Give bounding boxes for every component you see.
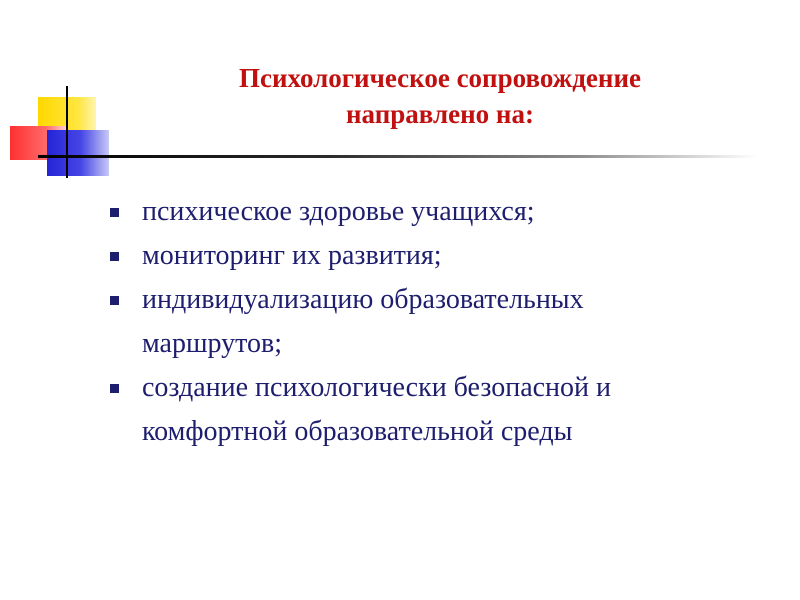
horizontal-divider-line bbox=[38, 155, 758, 158]
list-item bbox=[100, 234, 760, 278]
square-bullet-icon bbox=[110, 384, 119, 393]
bullet-list bbox=[100, 190, 760, 454]
square-bullet-icon bbox=[110, 208, 119, 217]
list-item bbox=[100, 278, 760, 366]
list-item bbox=[100, 366, 760, 454]
square-bullet-icon bbox=[110, 252, 119, 261]
square-bullet-icon bbox=[110, 296, 119, 305]
vertical-divider-line bbox=[66, 86, 68, 178]
slide-title bbox=[120, 60, 760, 132]
list-item-text-continued: комфортной образовательной среды bbox=[142, 416, 573, 447]
slide-title-line-1: Психологическое сопровождение bbox=[238, 63, 641, 93]
list-item-text: создание психологически безопасной и bbox=[142, 372, 612, 403]
list-item bbox=[100, 190, 760, 234]
slide-title-line-2: направлено на: bbox=[346, 99, 534, 129]
list-item-text: мониторинг их развития; bbox=[142, 240, 442, 271]
list-item-text: психическое здоровье учащихся; bbox=[142, 196, 535, 227]
list-item-text-continued: маршрутов; bbox=[142, 328, 283, 359]
blue-square bbox=[47, 130, 109, 176]
list-item-text: индивидуализацию образовательных bbox=[142, 284, 584, 315]
